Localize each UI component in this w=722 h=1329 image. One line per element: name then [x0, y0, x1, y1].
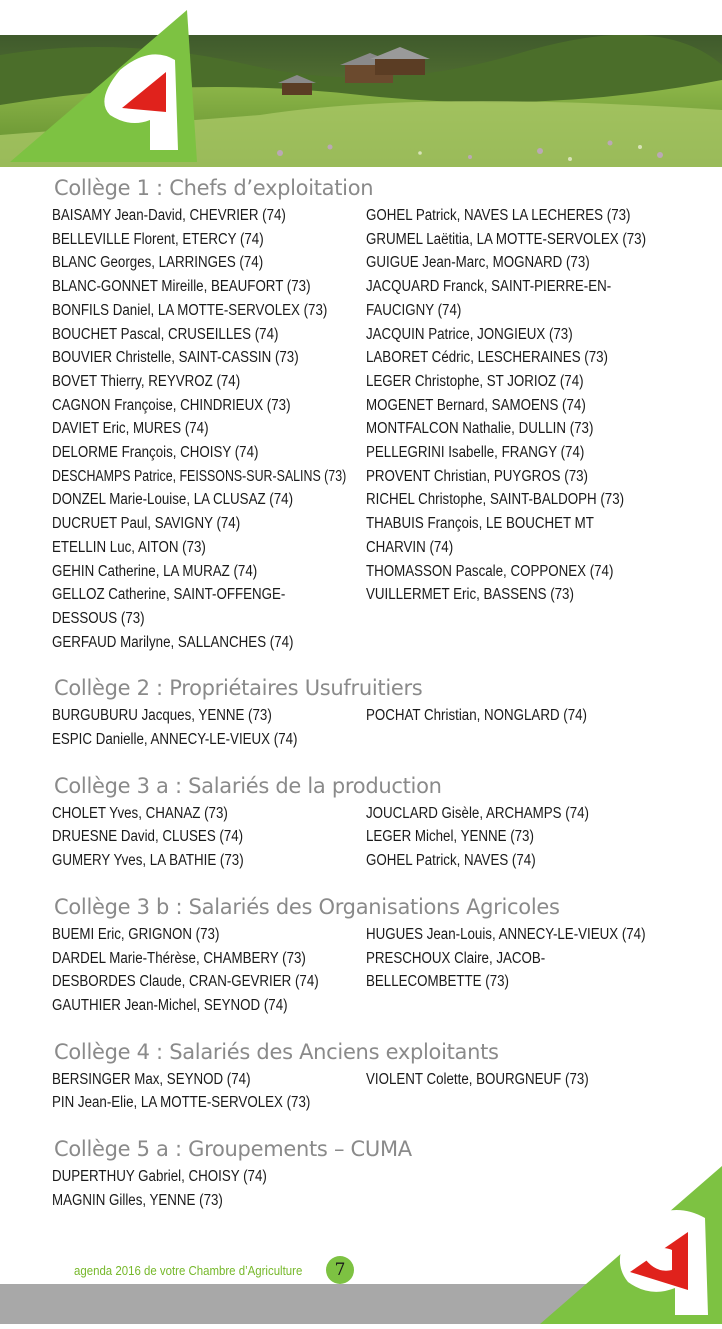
list-item: MOGENET Bernard, SAMOENS (74): [366, 396, 586, 414]
section-title: Collège 4 : Salariés des Anciens exploitants: [54, 1039, 499, 1064]
list-item: THABUIS François, LE BOUCHET MT: [366, 515, 594, 533]
list-item: CAGNON Françoise, CHINDRIEUX (73): [52, 396, 291, 414]
list-item: BELLECOMBETTE (73): [366, 973, 509, 991]
list-item: CHOLET Yves, CHANAZ (73): [52, 804, 228, 822]
list-item: BONFILS Daniel, LA MOTTE-SERVOLEX (73): [52, 301, 328, 319]
list-item: GERFAUD Marilyne, SALLANCHES (74): [52, 633, 294, 651]
list-item: GEHIN Catherine, LA MURAZ (74): [52, 562, 258, 580]
list-item: GUIGUE Jean-Marc, MOGNARD (73): [366, 254, 590, 272]
list-item: DARDEL Marie-Thérèse, CHAMBERY (73): [52, 949, 306, 967]
page-number: 7: [326, 1256, 354, 1284]
list-item: FAUCIGNY (74): [366, 301, 462, 319]
list-item: BOUVIER Christelle, SAINT-CASSIN (73): [52, 349, 299, 367]
chambre-agriculture-logo-icon: [540, 1160, 722, 1329]
list-item: JACQUIN Patrice, JONGIEUX (73): [366, 325, 573, 343]
list-item: BURGUBURU Jacques, YENNE (73): [52, 707, 272, 725]
list-item: GUMERY Yves, LA BATHIE (73): [52, 852, 244, 870]
list-item: BERSINGER Max, SEYNOD (74): [52, 1070, 251, 1088]
list-item: RICHEL Christophe, SAINT-BALDOPH (73): [366, 491, 625, 509]
list-item: BUEMI Eric, GRIGNON (73): [52, 925, 220, 943]
section-title: Collège 5 a : Groupements – CUMA: [54, 1137, 412, 1162]
list-item: JOUCLARD Gisèle, ARCHAMPS (74): [366, 804, 589, 822]
list-item: CHARVIN (74): [366, 538, 454, 556]
section-title: Collège 2 : Propriétaires Usufruitiers: [54, 676, 423, 701]
list-item: BELLEVILLE Florent, ETERCY (74): [52, 230, 264, 248]
list-item: VUILLERMET Eric, BASSENS (73): [366, 586, 574, 604]
list-item: GELLOZ Catherine, SAINT-OFFENGE-: [52, 586, 286, 604]
section-college-1: [52, 176, 692, 654]
chambre-agriculture-logo-icon: [0, 0, 220, 175]
list-item: GOHEL Patrick, NAVES LA LECHERES (73): [366, 207, 631, 224]
section-college-3a: [52, 774, 692, 873]
section-title: Collège 1 : Chefs d’exploitation: [54, 176, 374, 200]
list-item: BLANC-GONNET Mireille, BEAUFORT (73): [52, 278, 311, 296]
list-item: MAGNIN Gilles, YENNE (73): [52, 1191, 223, 1209]
list-item: DUPERTHUY Gabriel, CHOISY (74): [52, 1168, 267, 1186]
list-item: DONZEL Marie-Louise, LA CLUSAZ (74): [52, 491, 294, 509]
list-item: DRUESNE David, CLUSES (74): [52, 828, 244, 846]
list-item: HUGUES Jean-Louis, ANNECY-LE-VIEUX (74): [366, 925, 646, 943]
section-college-3b: [52, 895, 692, 1018]
list-item: GOHEL Patrick, NAVES (74): [366, 852, 536, 870]
list-item: VIOLENT Colette, BOURGNEUF (73): [366, 1070, 589, 1088]
list-item: LEGER Michel, YENNE (73): [366, 828, 534, 846]
list-item: DAVIET Eric, MURES (74): [52, 420, 209, 438]
member-list: [52, 176, 692, 1235]
list-item: BOUCHET Pascal, CRUSEILLES (74): [52, 325, 279, 343]
list-item: DESCHAMPS Patrice, FEISSONS-SUR-SALINS (73): [52, 467, 347, 485]
list-item: BOVET Thierry, REYVROZ (74): [52, 372, 241, 390]
footer-text: agenda 2016 de votre Chambre d’Agriculture: [74, 1263, 303, 1278]
section-title: Collège 3 b : Salariés des Organisations Agricoles: [54, 894, 560, 919]
list-item: PIN Jean-Elie, LA MOTTE-SERVOLEX (73): [52, 1094, 311, 1112]
list-item: GRUMEL Laëtitia, LA MOTTE-SERVOLEX (73): [366, 230, 647, 248]
list-item: PELLEGRINI Isabelle, FRANGY (74): [366, 444, 585, 462]
list-item: PROVENT Christian, PUYGROS (73): [366, 467, 588, 485]
list-item: DESSOUS (73): [52, 609, 145, 627]
list-item: LABORET Cédric, LESCHERAINES (73): [366, 349, 608, 367]
section-college-2: [52, 676, 692, 751]
list-item: DELORME François, CHOISY (74): [52, 444, 259, 462]
list-item: POCHAT Christian, NONGLARD (74): [366, 707, 587, 725]
list-item: PRESCHOUX Claire, JACOB-: [366, 949, 546, 967]
list-item: BLANC Georges, LARRINGES (74): [52, 254, 264, 272]
list-item: BAISAMY Jean-David, CHEVRIER (74): [52, 207, 286, 224]
list-item: ETELLIN Luc, AITON (73): [52, 538, 206, 556]
section-college-4: [52, 1040, 692, 1115]
list-item: GAUTHIER Jean-Michel, SEYNOD (74): [52, 996, 288, 1014]
list-item: JACQUARD Franck, SAINT-PIERRE-EN-: [366, 278, 612, 296]
list-item: THOMASSON Pascale, COPPONEX (74): [366, 562, 614, 580]
list-item: DUCRUET Paul, SAVIGNY (74): [52, 515, 241, 533]
list-item: LEGER Christophe, ST JORIOZ (74): [366, 372, 584, 390]
list-item: DESBORDES Claude, CRAN-GEVRIER (74): [52, 973, 319, 991]
section-title: Collège 3 a : Salariés de la production: [54, 773, 442, 798]
list-item: MONTFALCON Nathalie, DULLIN (73): [366, 420, 594, 438]
list-item: ESPIC Danielle, ANNECY-LE-VIEUX (74): [52, 731, 298, 749]
